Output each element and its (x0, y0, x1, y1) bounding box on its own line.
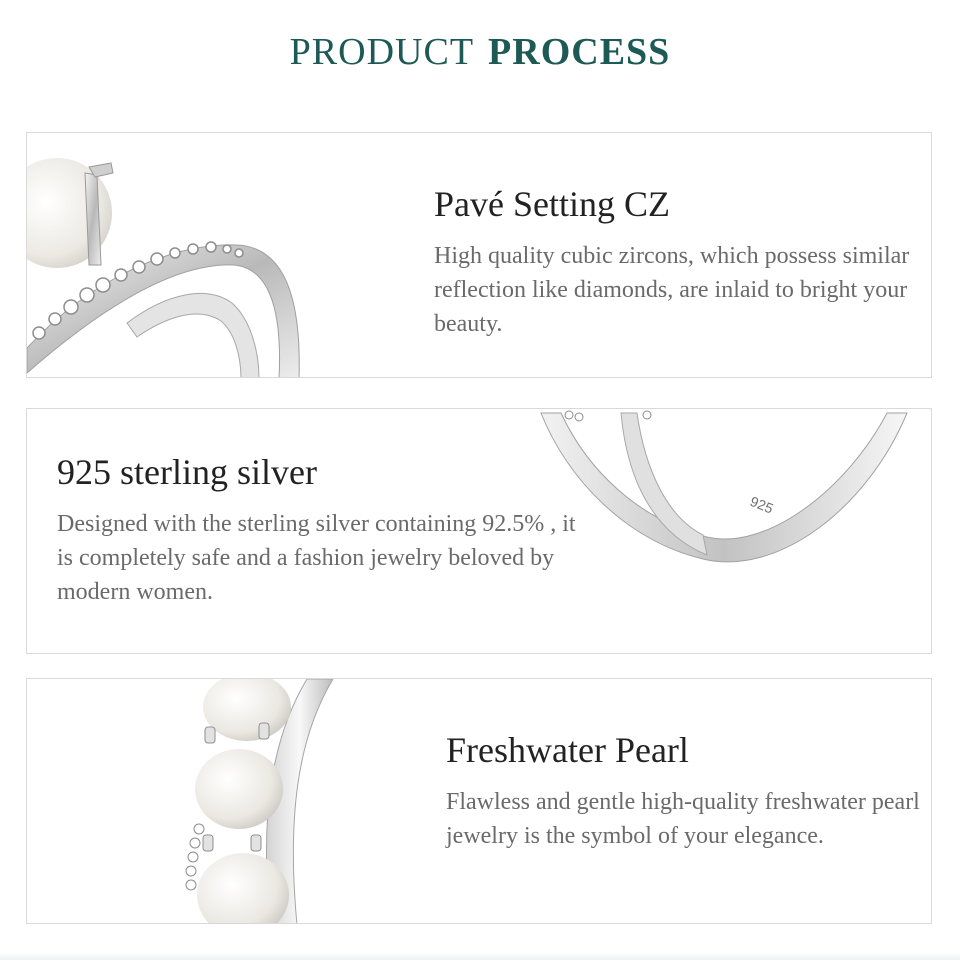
feature-description: Flawless and gentle high-quality freshwater pearl jewelry is the symbol of your elegance. (446, 789, 920, 849)
feature-panel-sterling-silver (26, 408, 932, 654)
feature-panel-pave-cz (26, 132, 932, 378)
feature-description: Designed with the sterling silver containing 92.5% , it is completely safe and a fashion jewelry beloved by modern women. (57, 511, 576, 605)
ring-pearl-image (147, 679, 367, 924)
page-title-light: PRODUCT (289, 31, 475, 73)
feature-text-pave-cz (434, 183, 932, 341)
stamp-engraving: 925 (747, 492, 776, 517)
feature-panel-freshwater-pearl (26, 678, 932, 924)
ring-pave-cz-image (27, 133, 327, 378)
feature-text-freshwater-pearl (446, 729, 932, 853)
ring-925-stamp-image (527, 409, 932, 654)
feature-title: Pavé Setting CZ (434, 184, 670, 224)
page-title (0, 30, 960, 74)
feature-title: Freshwater Pearl (446, 730, 689, 770)
bottom-divider (0, 952, 960, 960)
page-title-bold: PROCESS (488, 31, 671, 73)
feature-description: High quality cubic zircons, which possess similar reflection like diamonds, are inlaid to bright your beauty. (434, 243, 910, 337)
feature-title: 925 sterling silver (57, 452, 317, 492)
feature-text-sterling-silver (57, 451, 577, 609)
